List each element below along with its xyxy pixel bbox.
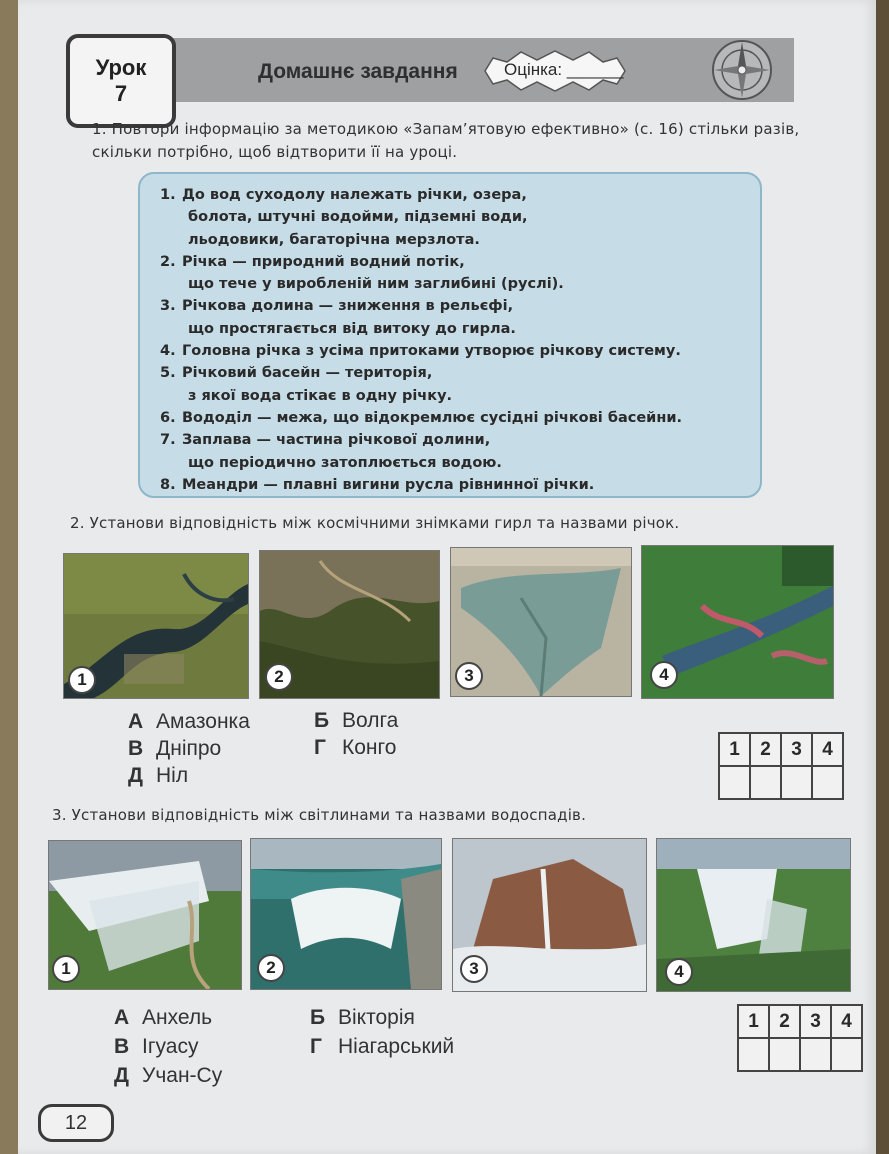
memo-number: 1. <box>160 187 176 203</box>
memo-number <box>160 318 182 340</box>
memo-text: що періодично затоплюється водою. <box>188 454 502 471</box>
image-number-badge: 3 <box>460 955 488 983</box>
memo-number: 4. <box>160 343 176 360</box>
image-number-badge: 1 <box>52 955 80 983</box>
memo-number <box>160 385 182 407</box>
answer-header-cell: 3 <box>781 733 812 766</box>
task-3-instruction: 3. Установи відповідність між світлинами та назвами водоспадів. <box>52 806 587 824</box>
image-number-badge: 2 <box>257 954 285 982</box>
memo-line <box>160 362 682 384</box>
image-number-badge: 4 <box>665 958 693 986</box>
memo-line <box>160 385 682 407</box>
task-2-instruction: 2. Установи відповідність між космічними знімками гирл та назвами річок. <box>70 514 680 532</box>
memo-line <box>160 340 682 362</box>
lesson-number: 7 <box>114 81 128 106</box>
answer-header-cell: 4 <box>812 733 843 766</box>
answer-cell[interactable] <box>800 1038 831 1071</box>
memo-number: 5. <box>160 365 176 382</box>
memo-number: 6. <box>160 409 176 426</box>
answer-grid-task-2 <box>718 732 844 800</box>
memo-text: Заплава — частина річкової долини, <box>182 432 491 449</box>
memo-line <box>160 407 682 429</box>
answer-cell[interactable] <box>812 766 843 799</box>
lesson-word: Урок <box>95 55 147 80</box>
memo-number <box>160 452 182 474</box>
answer-header-cell: 1 <box>738 1005 769 1038</box>
image-number-badge: 3 <box>455 662 483 690</box>
lesson-badge <box>66 34 176 128</box>
memo-line <box>160 318 682 340</box>
memo-number: 3. <box>160 298 176 315</box>
page-title: Домашнє завдання <box>258 60 458 83</box>
memo-text: До вод суходолу належать річки, озера, <box>182 187 527 203</box>
memo-line <box>160 184 682 206</box>
option-g: Г Ніагарський <box>310 1035 455 1058</box>
memo-text: Річковий басейн — територія, <box>182 365 433 382</box>
option-a: А Амазонка <box>128 710 250 733</box>
memo-line <box>160 474 682 496</box>
memo-text: болота, штучні водойми, підземні води, <box>188 209 528 226</box>
memo-text: Річкова долина — зниження в рельєфі, <box>182 298 514 315</box>
option-v: В Ігуасу <box>114 1035 199 1058</box>
memo-number: 2. <box>160 253 176 270</box>
memo-line <box>160 273 682 295</box>
compass-icon <box>710 38 774 102</box>
memo-number <box>160 206 182 228</box>
memo-text: Головна річка з усіма притоками утворює річкову систему. <box>182 343 681 360</box>
memo-number <box>160 273 182 295</box>
option-v: В Дніпро <box>128 737 222 760</box>
answer-header-cell: 1 <box>719 733 750 766</box>
option-b: Б Вікторія <box>310 1006 415 1029</box>
memo-text: що простягається від витоку до гирла. <box>188 320 516 337</box>
answer-cell[interactable] <box>769 1038 800 1071</box>
memo-text: з якої вода стікає в одну річку. <box>188 387 453 404</box>
answer-header-cell: 2 <box>769 1005 800 1038</box>
answer-header-cell: 4 <box>831 1005 862 1038</box>
memo-text: Річка — природний водний потік, <box>182 253 465 270</box>
memo-line <box>160 251 682 273</box>
memo-number <box>160 229 182 251</box>
memo-line <box>160 452 682 474</box>
option-d: Д Учан-Су <box>114 1064 223 1087</box>
memo-text: льодовики, багаторічна мерзлота. <box>188 231 480 248</box>
answer-cell[interactable] <box>831 1038 862 1071</box>
memo-line <box>160 429 682 451</box>
answer-grid-task-3 <box>737 1004 863 1072</box>
grade-field[interactable]: Оцінка: ______ <box>504 60 624 79</box>
image-number-badge: 2 <box>265 663 293 691</box>
image-number-badge: 4 <box>650 661 678 689</box>
option-b: Б Волга <box>314 709 399 732</box>
task-1-instruction: 1. Повтори інформацію за методикою «Запам’ятовую ефективно» (с. 16) стільки разів, скільки потрібно, щоб відтворити її на уроці. <box>92 120 800 161</box>
answer-header-cell: 3 <box>800 1005 831 1038</box>
answer-header-cell: 2 <box>750 733 781 766</box>
answer-cell[interactable] <box>738 1038 769 1071</box>
memo-number: 8. <box>160 476 176 493</box>
answer-cell[interactable] <box>781 766 812 799</box>
option-g: Г Конго <box>314 736 397 759</box>
page-number: 12 <box>38 1104 114 1142</box>
answer-cell[interactable] <box>719 766 750 799</box>
memo-line <box>160 206 682 228</box>
memo-text: Меандри — плавні вигини русла рівнинної річки. <box>182 476 595 493</box>
memo-number: 7. <box>160 432 176 449</box>
answer-cell[interactable] <box>750 766 781 799</box>
memo-text: Вододіл — межа, що відокремлює сусідні річкові басейни. <box>182 409 683 426</box>
option-a: А Анхель <box>114 1006 213 1029</box>
memo-text: що тече у виробленій ним заглибині (руслі). <box>188 276 564 293</box>
memo-list <box>160 184 682 496</box>
memo-line <box>160 229 682 251</box>
page-edge <box>876 0 889 1154</box>
option-d: Д Ніл <box>128 764 189 787</box>
image-number-badge: 1 <box>68 666 96 694</box>
memo-line <box>160 295 682 317</box>
